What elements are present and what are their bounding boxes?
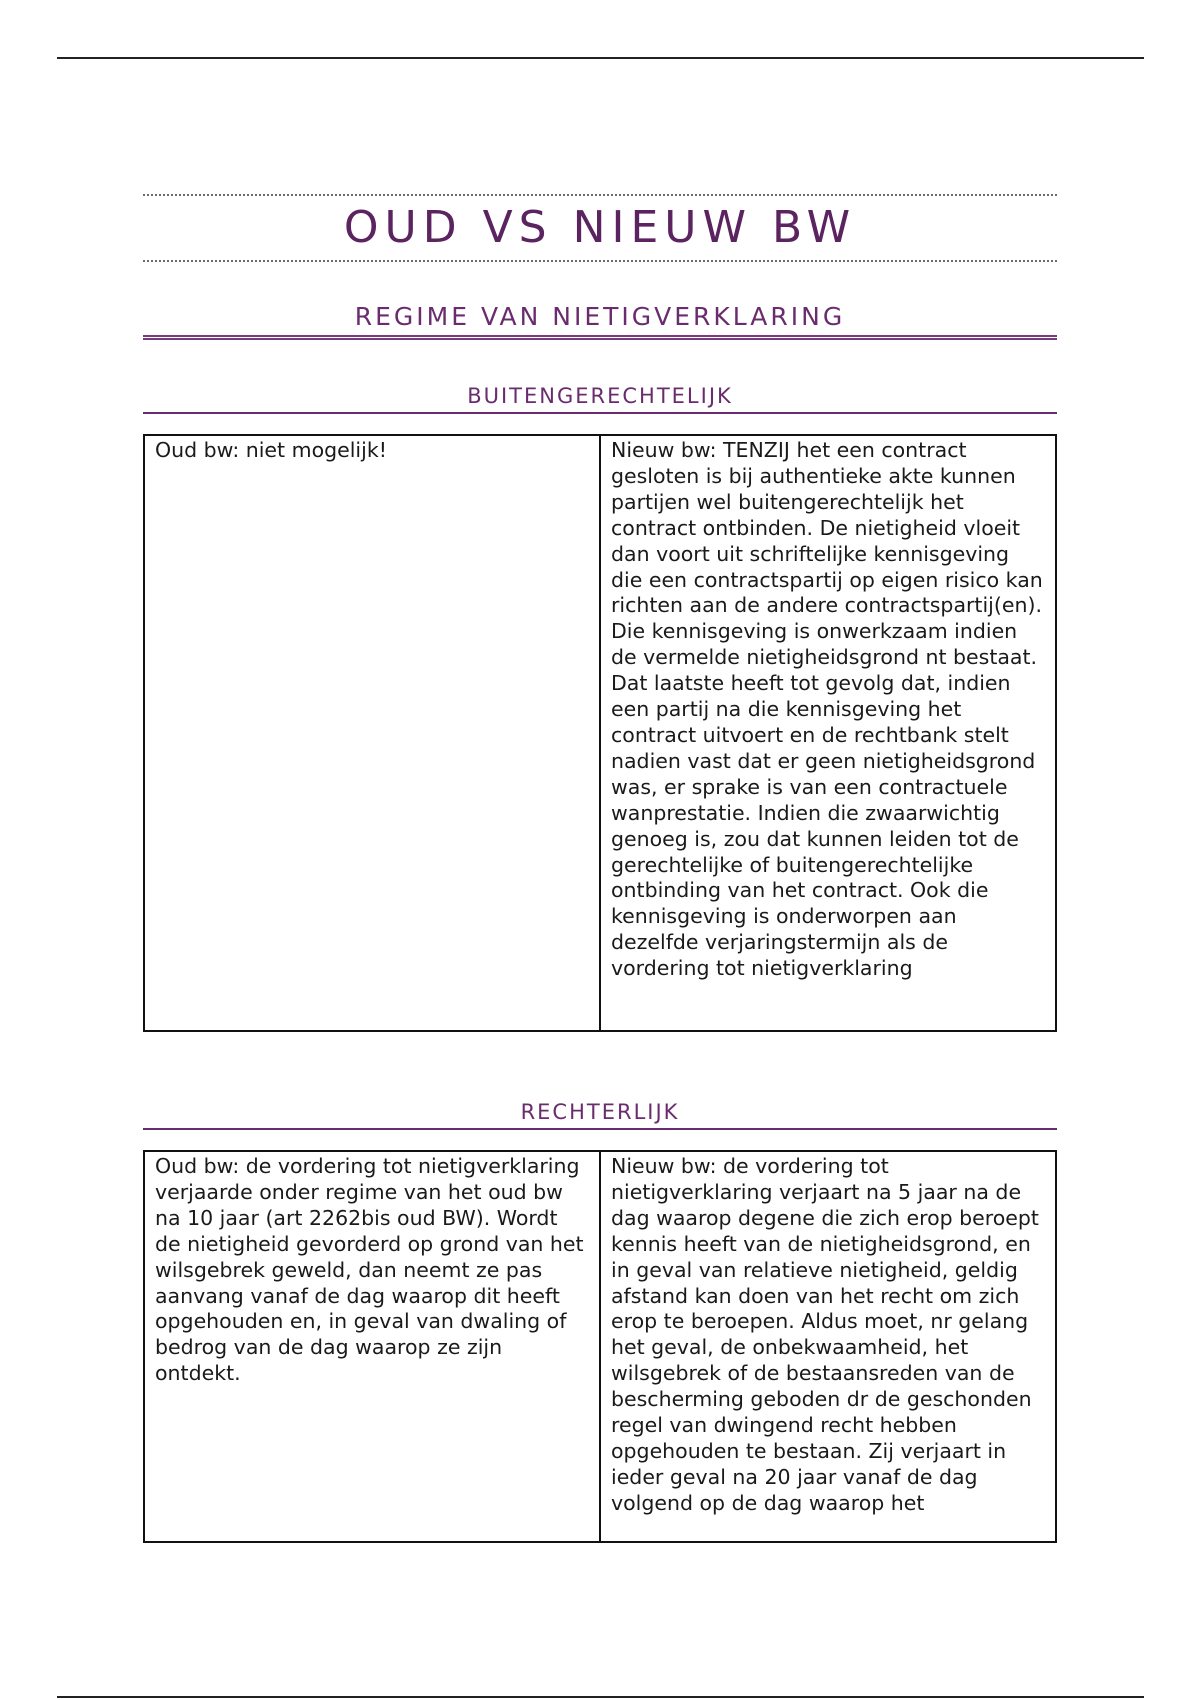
- document-body: [143, 194, 1057, 1543]
- comparison-table-buitengerechtelijk: [143, 434, 1057, 1032]
- new-bw-text: Nieuw bw: de vordering tot nietigverklaring verjaart na 5 jaar na de dag waarop degene die zich erop beroept kennis heeft van de nietigheidsgrond, en in geval van relatieve nietigheid, geldig afstand kan doen van het recht om zich erop te beroepen. Aldus moet, nr gelang het geval, de onbekwaamheid, het wilsgebrek of de bestaansreden van de bescherming geboden dr de geschonden regel van dwingend recht hebben opgehouden te bestaan. Zij verjaart in ieder geval na 20 jaar vanaf de dag volgend op de dag waarop het: [611, 1154, 1039, 1515]
- table-cell-old: [144, 1151, 600, 1542]
- table-row: [144, 1151, 1056, 1542]
- title-block: [143, 194, 1057, 262]
- comparison-table-rechterlijk: [143, 1150, 1057, 1543]
- new-bw-text: Nieuw bw: TENZIJ het een contract gesloten is bij authentieke akte kunnen partijen wel buitengerechtelijk het contract ontbinden. De nietigheid vloeit dan voort uit schriftelijke kennisgeving die een contractspartij op eigen risico kan richten aan de andere contractspartij(en). Die kennisgeving is onwerkzaam indien de vermelde nietigheidsgrond nt bestaat. Dat laatste heeft tot gevolg dat, indien een partij na die kennisgeving het contract uitvoert en de rechtbank stelt nadien vast dat er geen nietigheidsgrond was, er sprake is van een contractuele wanprestatie. Indien die zwaarwichtig genoeg is, zou dat kunnen leiden tot de gerechtelijke of buitengerechtelijke ontbinding van het contract. Ook die kennisgeving is onderworpen aan dezelfde verjaringstermijn als de vordering tot nietigverklaring: [611, 438, 1043, 981]
- page-footer-rule: [57, 1696, 1144, 1698]
- subsection-heading-buitengerechtelijk: BUITENGERECHTELIJK: [143, 384, 1057, 414]
- table-cell-new: [600, 1151, 1056, 1542]
- page-header-rule: [57, 57, 1144, 59]
- old-bw-text: Oud bw: niet mogelijk!: [155, 438, 387, 462]
- subsection-heading-rechterlijk: RECHTERLIJK: [143, 1100, 1057, 1130]
- document-title: OUD VS NIEUW BW: [343, 202, 857, 253]
- table-row: [144, 435, 1056, 1031]
- table-cell-old: [144, 435, 600, 1031]
- old-bw-text: Oud bw: de vordering tot nietigverklaring verjaarde onder regime van het oud bw na 10 jaar (art 2262bis oud BW). Wordt de nietigheid gevorderd op grond van het wilsgebrek geweld, dan neemt ze pas aanvang vanaf de dag waarop dit heeft opgehouden en, in geval van dwaling of bedrog van de dag waarop ze zijn ontdekt.: [155, 1154, 584, 1386]
- table-cell-new: [600, 435, 1056, 1031]
- section-heading: REGIME VAN NIETIGVERKLARING: [143, 302, 1057, 340]
